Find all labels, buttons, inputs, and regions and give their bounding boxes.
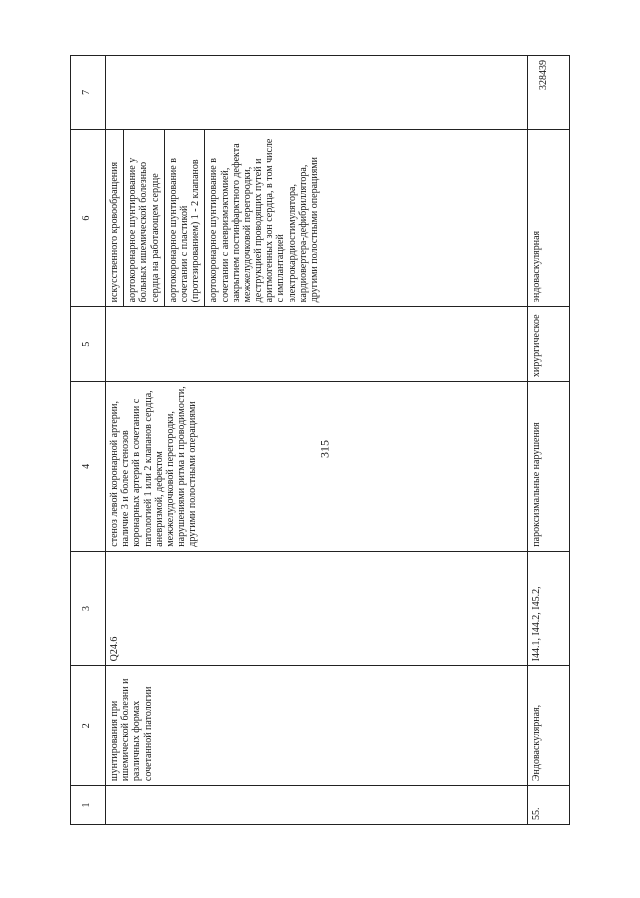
row-number-cell: 55. <box>528 785 570 824</box>
header-col-3: 3 <box>71 551 105 666</box>
icd-codes-cell: Q24.6 <box>106 551 527 666</box>
care-type-cell: Эндоваскулярная, <box>528 665 570 785</box>
medical-procedures-table <box>70 55 570 825</box>
cost-cell: 328439 <box>538 60 549 90</box>
header-col-5: 5 <box>71 306 105 381</box>
patient-model-cell: стеноз левой коронарной артерии, наличие 3 и более стенозов коронарных артерий в сочетании с патологией 1 или 2 клапанов сердца, аневризмой, дефектом межжелудочковой перегородки, нарушениями ритма и проводимости, другими полостными операциями <box>106 381 527 551</box>
header-col-2: 2 <box>71 665 105 785</box>
header-col-7: 7 <box>81 89 92 95</box>
treatment-method-item: искусственного кровообращения <box>106 130 124 307</box>
cost-cell <box>106 56 527 129</box>
treatment-method-item: аортокоронарное шунтирование в сочетании с пластикой (протезированием) 1 - 2 клапанов <box>165 130 206 307</box>
row-number-cell <box>106 785 527 824</box>
treatment-method-item: аортокоронарное шунтирование в сочетании с аневризмэктомией, закрытием постинфарктного дефекта межжелудочковой перегородки, деструкцией проводящих путей и аритмогенных зон сердца, в том числе с имплантацией электрокардиостимулятора, кардиовертера-дефибриллятора, другими полостными операциями <box>208 138 320 303</box>
treatment-type-cell <box>106 306 527 381</box>
treatment-type-cell: хирургическое <box>528 306 570 381</box>
page-frame <box>70 55 570 825</box>
patient-model-cell: пароксизмальные нарушения <box>528 381 570 551</box>
table-row-55 <box>527 56 570 824</box>
page-number: 315 <box>317 440 332 458</box>
treatment-methods-cell <box>106 129 527 307</box>
treatment-method-item: аортокоронарное шунтирование у больных ишемической болезнью сердца на работающем сердце <box>124 130 165 307</box>
icd-codes-cell: I44.1, I44.2, I45.2, <box>528 551 570 666</box>
table-row-continuation <box>105 56 527 824</box>
table-header-row <box>71 56 105 824</box>
care-type-cell: шунтирования при ишемической болезни и различных формах сочетанной патологии <box>106 665 527 785</box>
header-col-6: 6 <box>71 129 105 307</box>
header-col-1: 1 <box>71 785 105 824</box>
treatment-methods-cell: эндоваскулярная <box>528 129 570 307</box>
header-col-4: 4 <box>71 381 105 551</box>
